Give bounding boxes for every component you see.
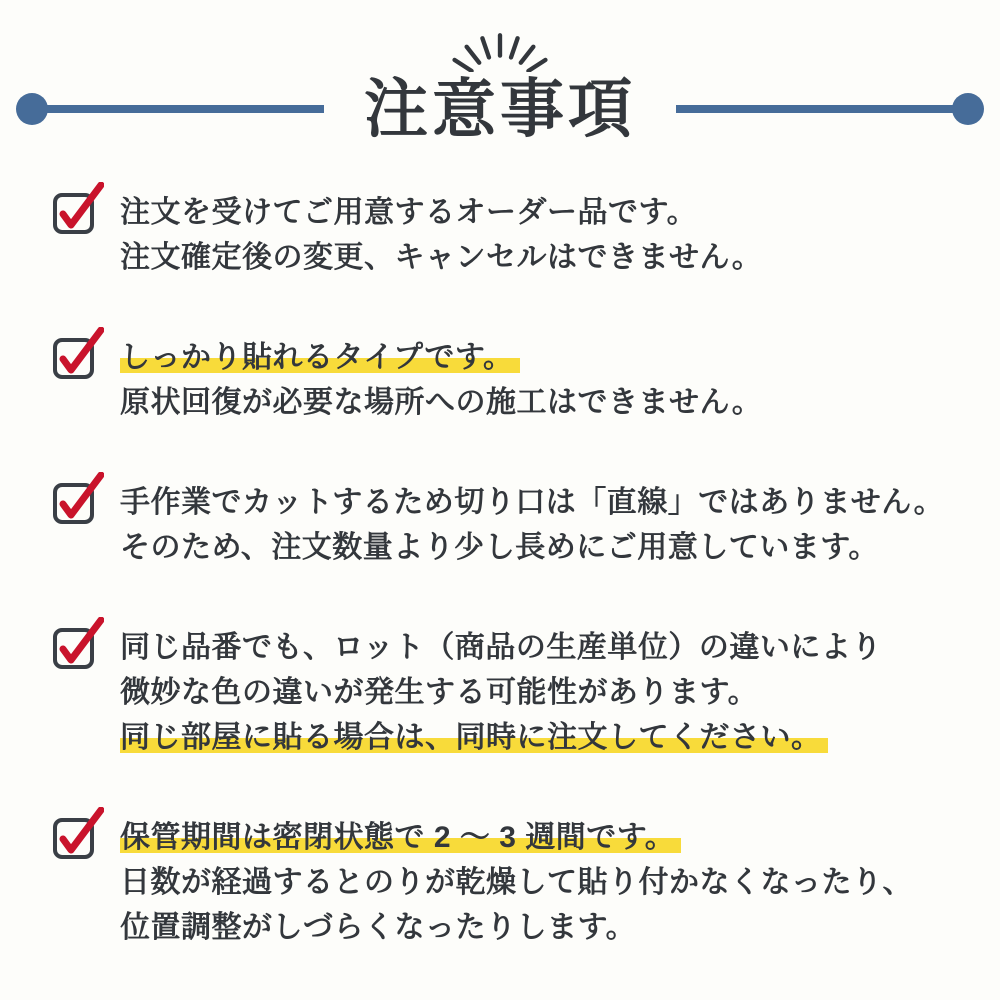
- page-title: 注意事項: [364, 73, 636, 145]
- sparkle-rays-icon: [442, 14, 558, 72]
- notice-text: [120, 335, 762, 425]
- highlighted-notice-line: 同じ部屋に貼る場合は、同時に注文してください。: [120, 721, 828, 754]
- checked-checkbox-icon: [52, 327, 104, 379]
- notice-item-1: [52, 190, 960, 280]
- rule-line-right: [676, 105, 958, 113]
- checked-checkbox-icon: [52, 472, 104, 524]
- rule-line-left: [42, 105, 324, 113]
- highlighted-notice-line: 保管期間は密閉状態で 2 〜 3 週間です。: [120, 821, 681, 854]
- notice-line: 原状回復が必要な場所への施工はできません。: [120, 386, 763, 420]
- notice-line: 微妙な色の違いが発生する可能性があります。: [120, 676, 759, 710]
- notice-line: 手作業でカットするため切り口は「直線」ではありません。: [120, 486, 945, 520]
- notice-line: 同じ品番でも、ロット（商品の生産単位）の違いにより: [120, 631, 882, 665]
- notice-line: そのため、注文数量より少し長めにご用意しています。: [120, 531, 879, 565]
- notice-text: [120, 480, 944, 570]
- notice-list: [0, 190, 1000, 950]
- checkbox-cell: [52, 182, 104, 234]
- title-row: [0, 74, 1000, 144]
- notice-item-4: [52, 625, 960, 760]
- notice-line: 注文を受けてご用意するオーダー品です。: [120, 196, 698, 230]
- notice-text: [120, 815, 913, 950]
- checkbox-cell: [52, 327, 104, 379]
- title-rule-left: [16, 93, 324, 125]
- notice-text: [120, 190, 762, 280]
- highlighted-notice-line: しっかり貼れるタイプです。: [120, 341, 520, 374]
- header-burst: [0, 0, 1000, 72]
- title-rule-right: [676, 93, 984, 125]
- checkbox-cell: [52, 617, 104, 669]
- notice-item-3: [52, 480, 960, 570]
- notice-item-2: [52, 335, 960, 425]
- checked-checkbox-icon: [52, 807, 104, 859]
- checkbox-cell: [52, 472, 104, 524]
- rule-dot-right: [952, 93, 984, 125]
- notice-line: 位置調整がしづらくなったりします。: [120, 911, 637, 945]
- notice-line: 日数が経過するとのりが乾燥して貼り付かなくなったり、: [120, 866, 913, 900]
- checked-checkbox-icon: [52, 182, 104, 234]
- checked-checkbox-icon: [52, 617, 104, 669]
- checkbox-cell: [52, 807, 104, 859]
- notice-item-5: [52, 815, 960, 950]
- notice-text: [120, 625, 882, 760]
- notice-line: 注文確定後の変更、キャンセルはできません。: [120, 241, 763, 275]
